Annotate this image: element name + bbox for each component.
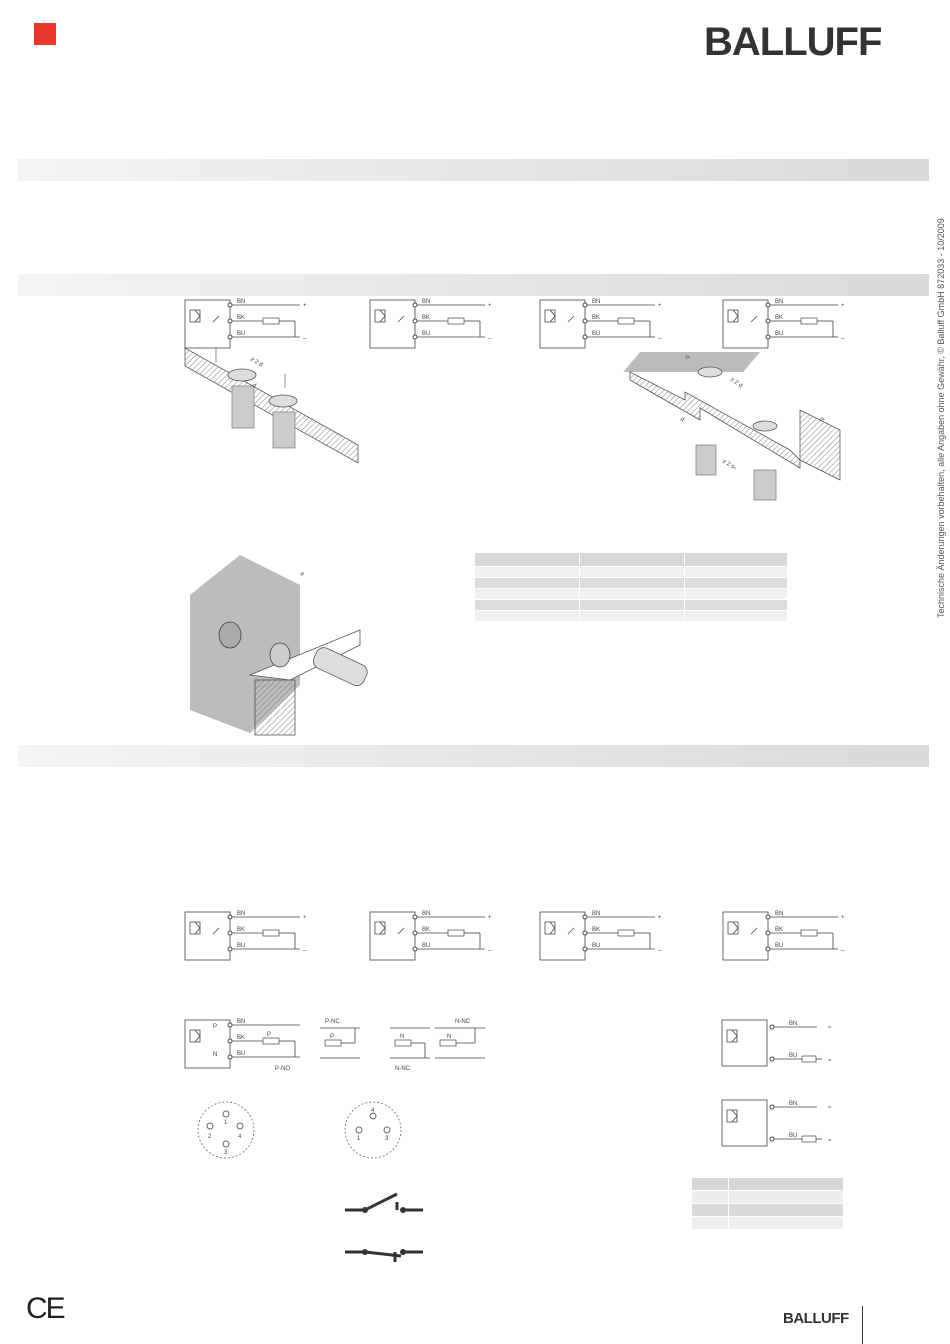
ce-mark: CE xyxy=(26,1292,64,1325)
svg-text:3: 3 xyxy=(385,1136,389,1142)
svg-text:BK: BK xyxy=(237,1035,246,1041)
footer-divider xyxy=(862,1306,863,1344)
label-2d: ≥ 2 d xyxy=(249,356,264,369)
label-d: d xyxy=(251,382,257,390)
color-code-table xyxy=(691,1177,844,1230)
svg-text:P-NC: P-NC xyxy=(325,1019,340,1025)
svg-text:d: d xyxy=(679,416,685,424)
svg-text:BU: BU xyxy=(237,331,246,337)
switch-symbol-nc xyxy=(345,1238,425,1268)
side-note: Technische Änderungen vorbehalten, alle Angaben ohne Gewähr, © Balluff GmbH 872033 - 10/2009 xyxy=(936,218,946,618)
svg-text:≥ 2 d: ≥ 2 d xyxy=(728,376,744,390)
svg-text:1: 1 xyxy=(357,1136,361,1142)
svg-text:1: 1 xyxy=(224,1120,228,1126)
svg-text:N: N xyxy=(400,1034,405,1040)
svg-text:N: N xyxy=(213,1052,218,1058)
svg-text:P: P xyxy=(267,1032,272,1038)
svg-text:N-NC: N-NC xyxy=(395,1066,410,1072)
wiring-ac-2wire xyxy=(722,1020,852,1150)
switch-symbol-no xyxy=(345,1190,425,1220)
footer-logo: BALLUFF xyxy=(783,1310,849,1327)
svg-text:a: a xyxy=(298,571,306,577)
svg-text:4: 4 xyxy=(371,1108,375,1114)
svg-text:≥ 2 sₙ: ≥ 2 sₙ xyxy=(721,458,738,472)
svg-text:BN: BN xyxy=(237,1019,246,1025)
connector-pinout-a xyxy=(196,1100,256,1160)
svg-text:2: 2 xyxy=(208,1134,212,1140)
svg-text:BN: BN xyxy=(789,1021,798,1027)
svg-text:BK: BK xyxy=(237,315,246,321)
svg-text:N-NC: N-NC xyxy=(455,1019,470,1025)
svg-text:P-NO: P-NO xyxy=(275,1066,290,1072)
svg-text:4: 4 xyxy=(238,1134,242,1140)
brand-logo: BALLUFF xyxy=(704,20,882,64)
svg-text:BU: BU xyxy=(789,1053,798,1059)
wiring-antivalent xyxy=(185,1018,495,1078)
svg-text:BN: BN xyxy=(237,299,246,305)
svg-text:≈: ≈ xyxy=(828,1025,832,1031)
svg-text:+: + xyxy=(303,303,307,309)
svg-text:P: P xyxy=(213,1024,218,1030)
svg-text:P: P xyxy=(330,1034,335,1040)
connector-pinout-b xyxy=(343,1100,403,1160)
svg-text:N: N xyxy=(447,1034,452,1040)
svg-text:BU: BU xyxy=(237,1051,246,1057)
svg-text:3: 3 xyxy=(224,1150,228,1156)
svg-text:–: – xyxy=(303,336,307,342)
svg-text:d: d xyxy=(818,416,825,422)
svg-text:d: d xyxy=(683,354,690,360)
wiring-pnp-no-cable xyxy=(185,299,307,348)
svg-text:≈: ≈ xyxy=(828,1058,832,1064)
